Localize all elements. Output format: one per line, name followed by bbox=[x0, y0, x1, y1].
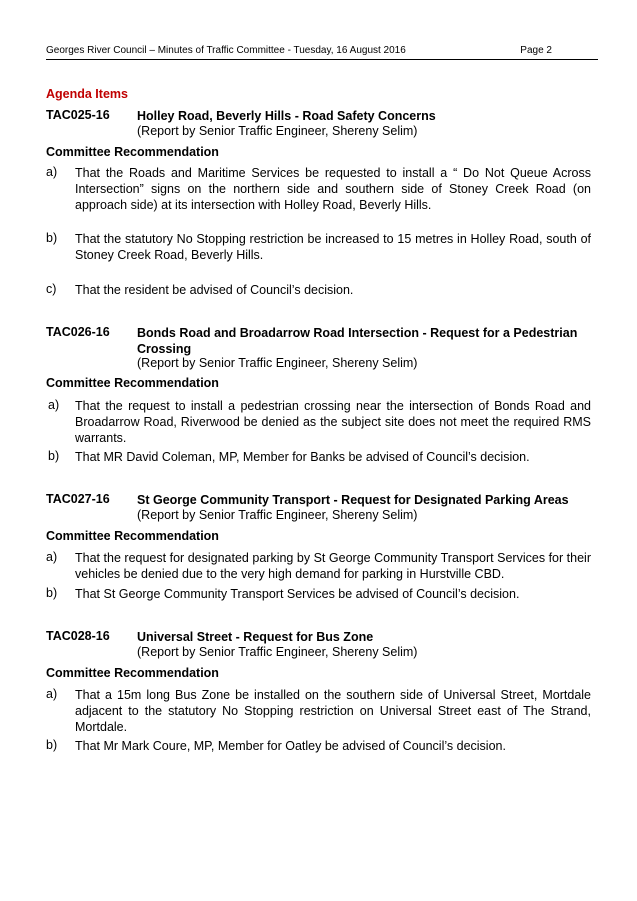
recommendation-heading: Committee Recommendation bbox=[46, 145, 219, 159]
recommendation-heading: Committee Recommendation bbox=[46, 666, 219, 680]
list-marker: b) bbox=[46, 586, 58, 600]
item-title: Holley Road, Beverly Hills - Road Safety Concerns bbox=[137, 109, 436, 123]
recommendation-text: That the request for designated parking by St George Community Transport Services for their vehicles be denied due to the very high demand for parking in Hurstville CBD. bbox=[75, 551, 591, 581]
recommendation-text: That St George Community Transport Services be advised of Council’s decision. bbox=[75, 587, 520, 601]
recommendation-text: That the statutory No Stopping restriction be increased to 15 metres in Holley Road, south of Stoney Creek Road, Beverly Hills. bbox=[75, 232, 591, 262]
header-rule bbox=[46, 59, 598, 60]
item-code: TAC028-16 bbox=[46, 629, 110, 643]
recommendation-text: That the Roads and Maritime Services be requested to install a “ Do Not Queue Across Intersection” signs on the northern side and southern side of Stoney Creek Road (on approach side) at its intersection with Holley Road, Beverly Hills. bbox=[75, 166, 591, 212]
recommendation-text: That Mr Mark Coure, MP, Member for Oatley be advised of Council’s decision. bbox=[75, 739, 506, 753]
recommendation-text: That a 15m long Bus Zone be installed on the southern side of Universal Street, Mortdale adjacent to the statutory No Stopping restriction on Universal Street east of The Strand, Mortdale. bbox=[75, 688, 591, 734]
recommendation-text: That the resident be advised of Council’s decision. bbox=[75, 283, 354, 297]
list-marker: c) bbox=[46, 282, 57, 296]
agenda-items-heading: Agenda Items bbox=[46, 87, 128, 101]
list-marker: a) bbox=[46, 550, 58, 564]
item-code: TAC027-16 bbox=[46, 492, 110, 506]
list-marker: a) bbox=[46, 165, 58, 179]
list-marker: b) bbox=[48, 449, 60, 463]
page-number: Page 2 bbox=[520, 45, 552, 56]
list-marker: a) bbox=[48, 398, 60, 412]
recommendation-text: That the request to install a pedestrian crossing near the intersection of Bonds Road and Broadarrow Road, Riverwood be denied as the subject site does not meet the required RMS warrants. bbox=[75, 399, 591, 445]
item-title: St George Community Transport - Request for Designated Parking Areas bbox=[137, 493, 569, 507]
item-title: Universal Street - Request for Bus Zone bbox=[137, 630, 374, 644]
item-report-by: (Report by Senior Traffic Engineer, Shereny Selim) bbox=[137, 508, 418, 522]
item-code: TAC026-16 bbox=[46, 325, 110, 339]
list-marker: b) bbox=[46, 738, 58, 752]
item-report-by: (Report by Senior Traffic Engineer, Shereny Selim) bbox=[137, 356, 418, 370]
recommendation-text: That MR David Coleman, MP, Member for Banks be advised of Council’s decision. bbox=[75, 450, 530, 464]
recommendation-heading: Committee Recommendation bbox=[46, 376, 219, 390]
recommendation-heading: Committee Recommendation bbox=[46, 529, 219, 543]
list-marker: b) bbox=[46, 231, 58, 245]
item-title: Bonds Road and Broadarrow Road Intersection - Request for a Pedestrian Crossing bbox=[137, 326, 578, 356]
list-marker: a) bbox=[46, 687, 58, 701]
item-report-by: (Report by Senior Traffic Engineer, Shereny Selim) bbox=[137, 645, 418, 659]
header-title: Georges River Council – Minutes of Traffic Committee - Tuesday, 16 August 2016 bbox=[46, 45, 406, 56]
item-report-by: (Report by Senior Traffic Engineer, Shereny Selim) bbox=[137, 124, 418, 138]
item-code: TAC025-16 bbox=[46, 108, 110, 122]
